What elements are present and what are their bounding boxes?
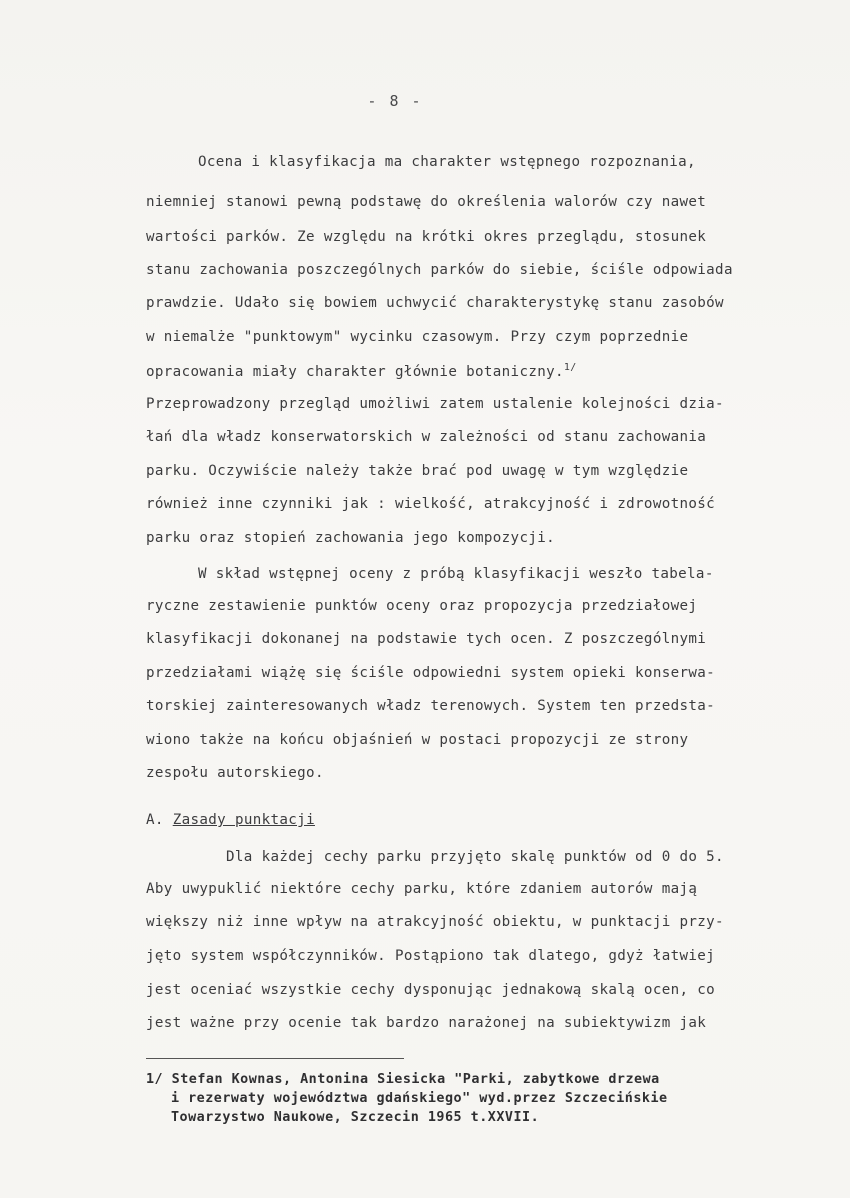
paragraph-line: zespołu autorskiego. [146, 765, 324, 781]
paragraph-line: przedziałami wiążę się ściśle odpowiedni system opieki konserwa- [146, 665, 716, 681]
paragraph-line: stanu zachowania poszczególnych parków do siebie, ściśle odpowiada [146, 262, 733, 278]
paragraph-line: jest ważne przy ocenie tak bardzo narażonej na subiektywizm jak [146, 1015, 707, 1031]
paragraph-line: parku. Oczywiście należy także brać pod uwagę w tym względzie [146, 463, 689, 479]
section-title: Zasady punktacji [172, 812, 315, 828]
paragraph-line: jęto system współczynników. Postąpiono tak dlatego, gdyż łatwiej [146, 948, 716, 964]
footnote-line: Towarzystwo Naukowe, Szczecin 1965 t.XXVII. [171, 1110, 540, 1125]
paragraph-line: Dla każdej cechy parku przyjęto skalę punktów od 0 do 5. [226, 849, 724, 865]
paragraph-line: jest oceniać wszystkie cechy dysponując jednakową skalą ocen, co [146, 982, 716, 998]
section-heading [146, 812, 315, 828]
paragraph-line: w niemalże "punktowym" wycinku czasowym. Przy czym poprzednie [146, 329, 689, 345]
paragraph-line: torskiej zainteresowanych władz terenowych. System ten przedsta- [146, 698, 716, 714]
section-prefix: A. [146, 812, 164, 828]
paragraph-line: wartości parków. Ze względu na krótki okres przeglądu, stosunek [146, 229, 707, 245]
paragraph-line [146, 362, 577, 380]
paragraph-line: większy niż inne wpływ na atrakcyjność obiektu, w punktacji przy- [146, 914, 724, 930]
paragraph-line: Przeprowadzony przegląd umożliwi zatem ustalenie kolejności dzia- [146, 396, 724, 412]
page-number: - 8 - [367, 92, 423, 110]
paragraph-line: również inne czynniki jak : wielkość, atrakcyjność i zdrowotność [146, 496, 716, 512]
paragraph-text: opracowania miały charakter głównie botaniczny. [146, 364, 564, 380]
paragraph-line: wiono także na końcu objaśnień w postaci propozycji ze strony [146, 732, 689, 748]
paragraph-line: parku oraz stopień zachowania jego kompozycji. [146, 530, 556, 546]
footnote-line: i rezerwaty województwa gdańskiego" wyd.przez Szczecińskie [171, 1091, 668, 1106]
footnote-line: 1/ Stefan Kownas, Antonina Siesicka "Parki, zabytkowe drzewa [146, 1072, 660, 1087]
paragraph-line: W skład wstępnej oceny z próbą klasyfikacji weszło tabela- [198, 566, 714, 582]
footnote-reference: 1/ [563, 362, 577, 373]
footnote-divider [146, 1058, 404, 1059]
paragraph-line: łań dla władz konserwatorskich w zależności od stanu zachowania [146, 429, 707, 445]
paragraph-line: niemniej stanowi pewną podstawę do określenia walorów czy nawet [146, 194, 707, 210]
paragraph-line: ryczne zestawienie punktów oceny oraz propozycja przedziałowej [146, 598, 698, 614]
paragraph-line: klasyfikacji dokonanej na podstawie tych ocen. Z poszczególnymi [146, 631, 707, 647]
paragraph-line: prawdzie. Udało się bowiem uchwycić charakterystykę stanu zasobów [146, 295, 724, 311]
paragraph-line: Ocena i klasyfikacja ma charakter wstępnego rozpoznania, [198, 154, 696, 170]
paragraph-line: Aby uwypuklić niektóre cechy parku, które zdaniem autorów mają [146, 881, 698, 897]
